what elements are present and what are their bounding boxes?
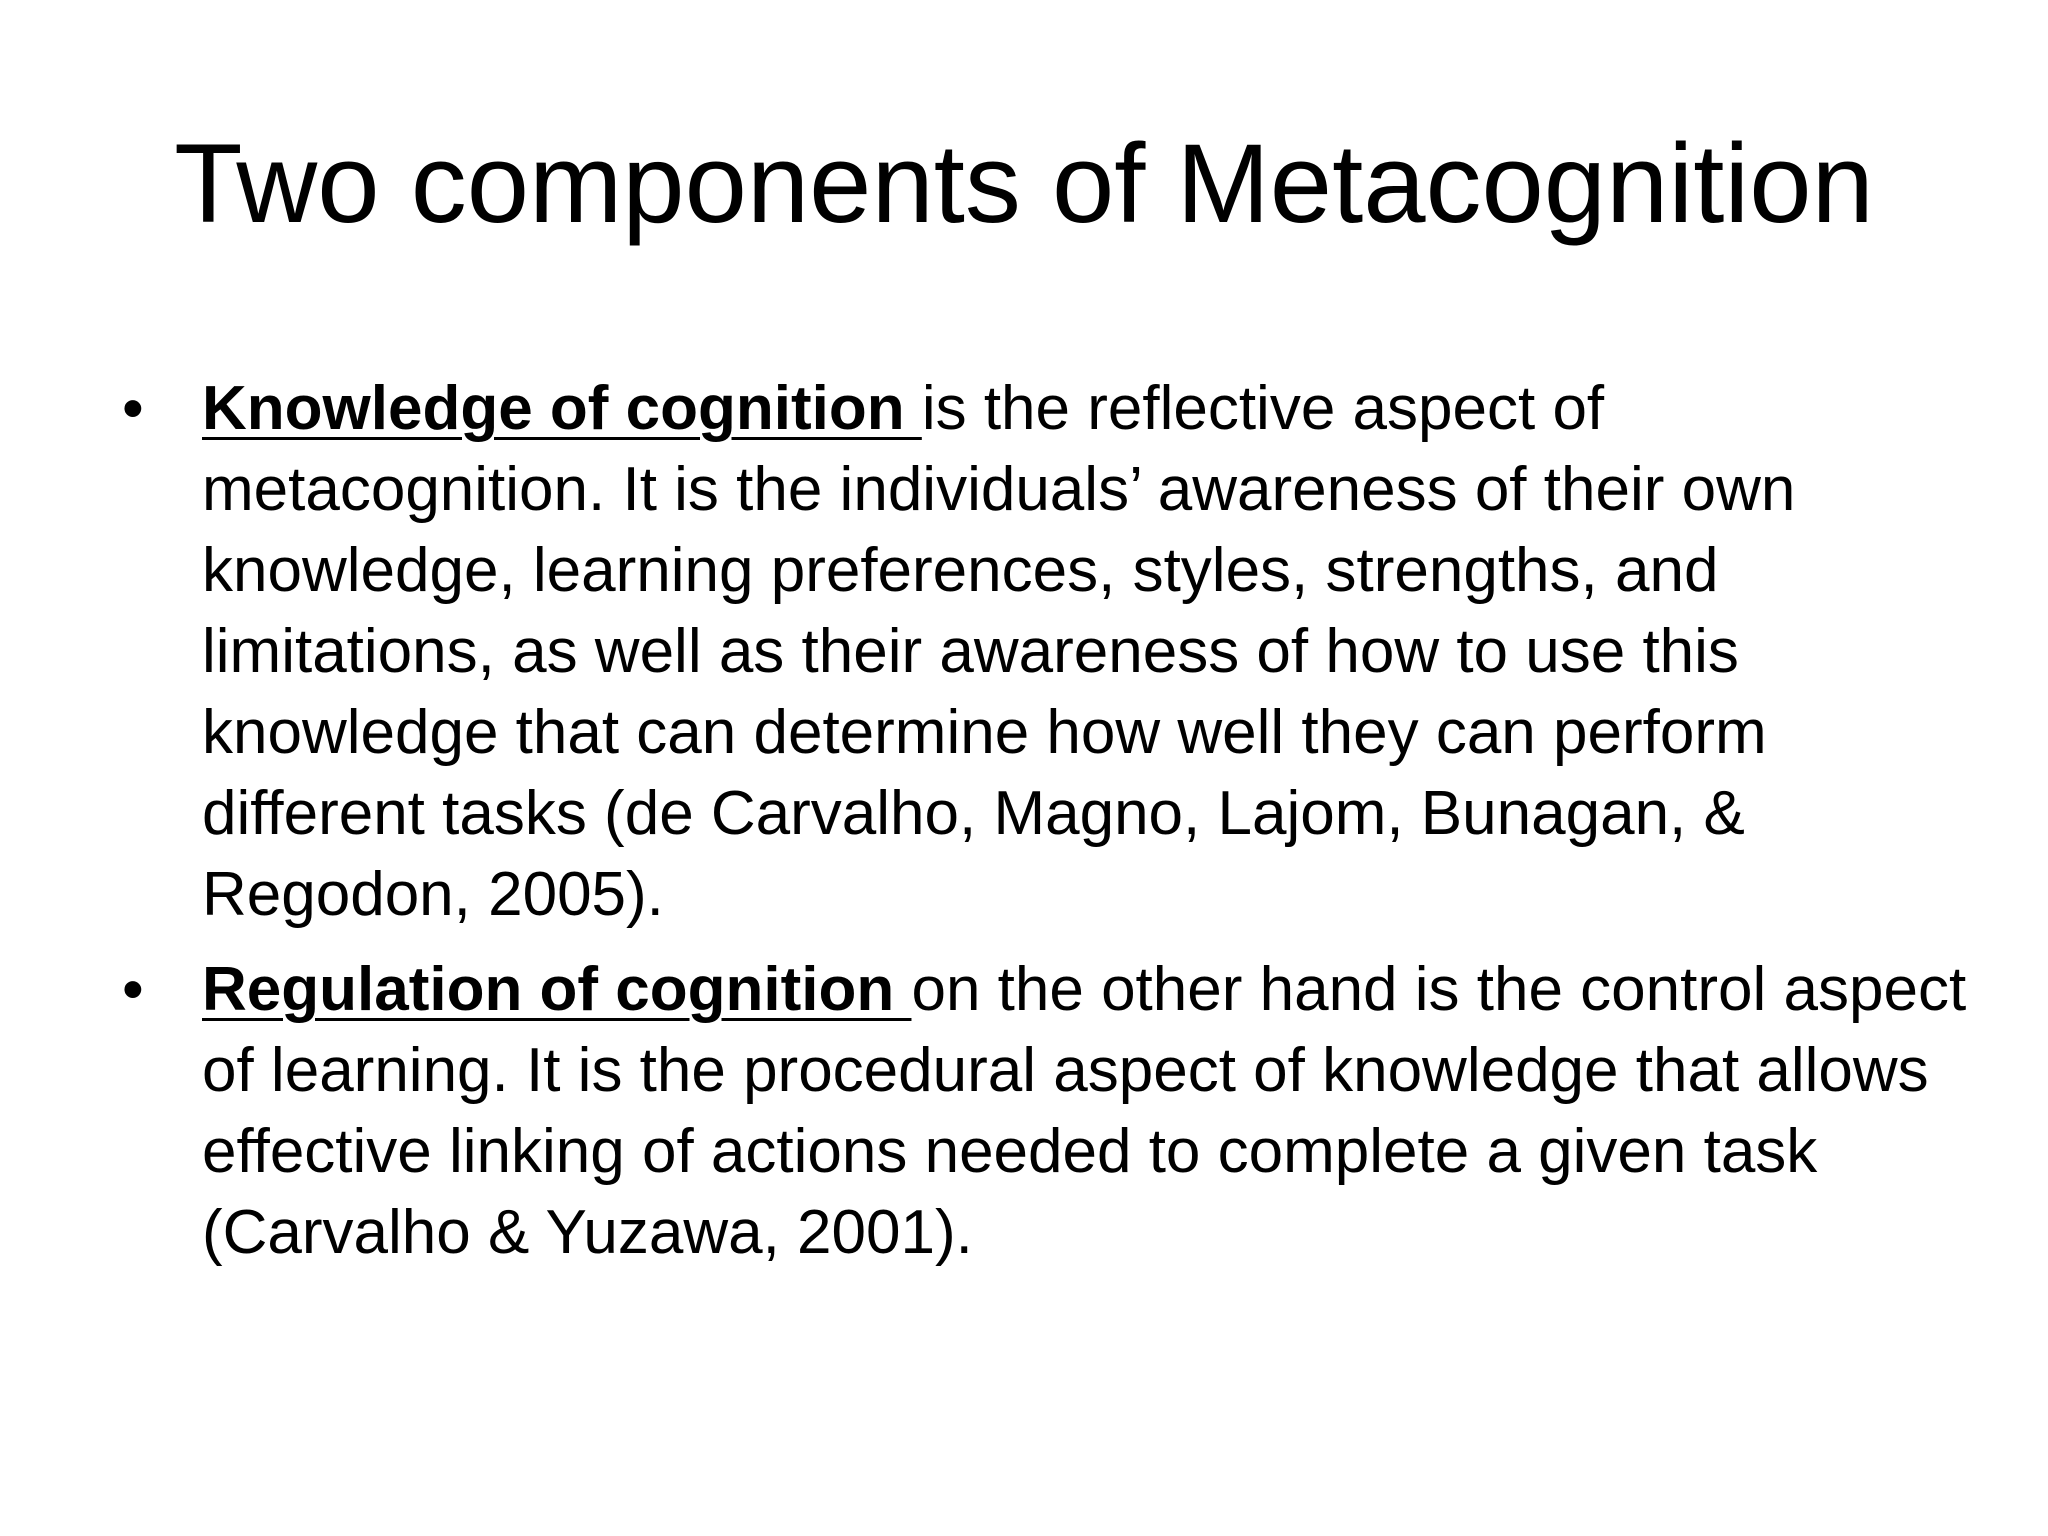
bullet-term: Regulation of cognition — [202, 955, 912, 1024]
bullet-item-knowledge-of-cognition — [110, 368, 1970, 935]
bullet-icon: • — [122, 955, 144, 1024]
bullet-term: Knowledge of cognition — [202, 374, 922, 443]
bullet-text: on the other hand is the control aspect of learning. It is the procedural aspect of knowledge that allows effective linking of actions needed to complete a given task (Carvalho & Yuzawa, 2001). — [202, 955, 1967, 1267]
slide-title: Two components of Metacognition — [174, 121, 1874, 246]
bullet-icon: • — [122, 374, 144, 443]
bullet-item-regulation-of-cognition — [110, 949, 1970, 1273]
bullet-list — [110, 368, 1970, 1287]
bullet-text: is the reflective aspect of metacognition. It is the individuals’ awareness of their own knowledge, learning preferences, styles, strengths, and limitations, as well as their awareness of how to use this knowledge that can determine how well they can perform different tasks (de Carvalho, Magno, Lajom, Bunagan, & Regodon, 2005). — [202, 374, 1796, 929]
